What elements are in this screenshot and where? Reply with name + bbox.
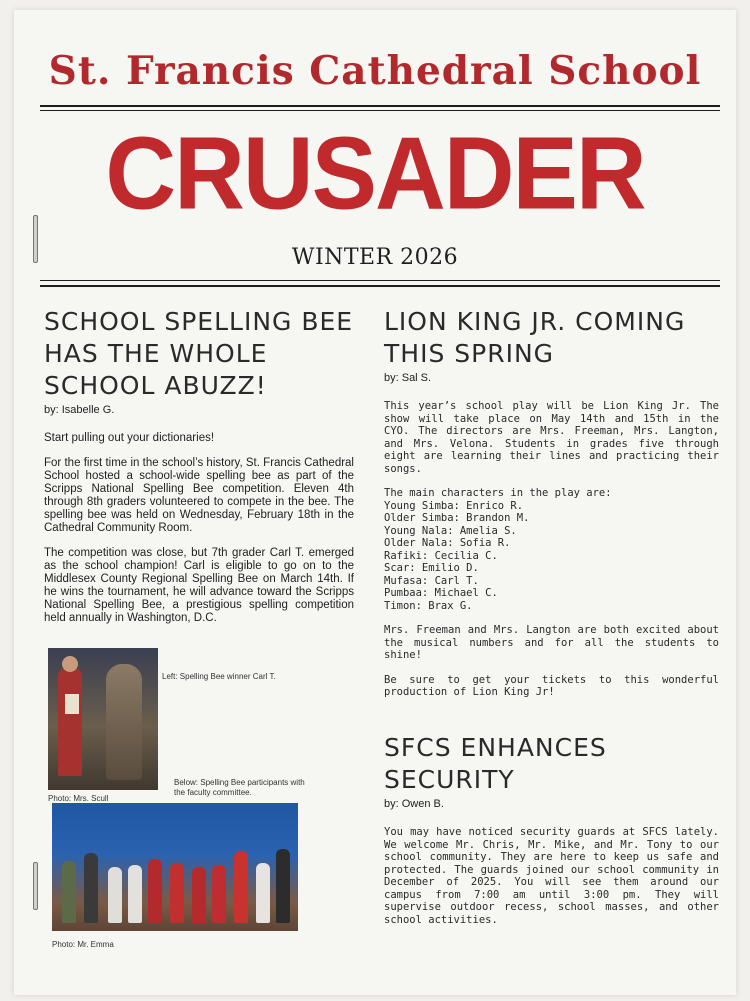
article-byline: by: Owen B. — [384, 798, 444, 810]
divider — [40, 285, 720, 287]
cast-list — [384, 500, 719, 613]
lion-king-article — [384, 306, 719, 699]
article-paragraph: This year’s school play will be Lion King Jr. The show will take place on May 14th and 15th in the CYO. The directors are Mrs. Freeman, Mrs. Langton, and Mrs. Velona. Students in grades five through eight are learning their lines and practicing their songs. — [384, 400, 719, 475]
divider — [40, 110, 720, 111]
cast-member: Young Simba: Enrico R. — [384, 499, 524, 512]
photo-person — [192, 867, 206, 923]
photo-person — [84, 853, 98, 923]
cast-member: Scar: Emilio D. — [384, 562, 479, 574]
photo-person — [58, 668, 82, 776]
newsletter-title: CRUSADER — [105, 115, 645, 231]
divider — [40, 105, 720, 107]
cast-member: Young Nala: Amelia S. — [384, 524, 517, 537]
cast-member: Pumbaa: Michael C. — [384, 587, 498, 599]
photo-person — [108, 867, 122, 923]
photo-person — [170, 863, 184, 923]
cast-member: Timon: Brax G. — [384, 599, 473, 612]
article-paragraph: Start pulling out your dictionaries! — [44, 432, 215, 444]
photo-certificate — [65, 694, 79, 714]
photo-person — [234, 851, 248, 923]
article-paragraph: The competition was close, but 7th grader Carl T. emerged as the school champion! Carl is eligible to go on to the Middlesex County Regional Spelling Bee on March 14th. If he wins the tournament, he will advance toward the Scripps National Spelling Bee, a prestigious spelling competition held annually in Washington, D.C. — [44, 547, 354, 624]
article-paragraph: Mrs. Freeman and Mrs. Langton are both excited about the musical numbers and for all the students to shine! — [384, 624, 719, 661]
photo-credit: Photo: Mr. Emma — [52, 940, 114, 949]
security-article — [384, 732, 719, 926]
cast-member: Older Nala: Sofia R. — [384, 537, 511, 549]
photo-person — [128, 865, 142, 923]
cast-intro: The main characters in the play are: — [384, 487, 612, 499]
photo-statue — [106, 664, 142, 780]
article-paragraph: Be sure to get your tickets to this wonderful production of Lion King Jr! — [384, 673, 719, 698]
spelling-bee-article — [44, 306, 354, 625]
photo-caption: Below: Spelling Bee participants with the faculty committee. — [174, 778, 305, 797]
photo-person — [256, 863, 270, 923]
photo-person — [276, 849, 290, 923]
staple-bottom — [33, 862, 38, 910]
article-byline: by: Isabelle G. — [44, 404, 115, 416]
photo-person-head — [62, 656, 78, 672]
article-byline: by: Sal S. — [384, 372, 432, 384]
divider — [40, 280, 720, 281]
spelling-bee-group-photo — [52, 803, 298, 931]
photo-caption: Left: Spelling Bee winner Carl T. — [162, 672, 276, 681]
photo-person — [62, 861, 76, 923]
photo-person — [212, 865, 226, 923]
article-headline: SCHOOL SPELLING BEE HAS THE WHOLE SCHOOL ABUZZ! — [44, 307, 354, 400]
school-name: St. Francis Cathedral School — [48, 48, 702, 94]
issue-label: WINTER 2026 — [291, 245, 459, 270]
cast-member: Mufasa: Carl T. — [384, 574, 479, 587]
article-headline: SFCS ENHANCES SECURITY — [384, 733, 607, 794]
photo-person — [148, 859, 162, 923]
cast-member: Rafiki: Cecilia C. — [384, 549, 498, 562]
article-paragraph: For the first time in the school’s history, St. Francis Cathedral School hosted a school-wide spelling bee as part of the Scripps National Spelling Bee competition. Eleven 4th through 8th graders volunteered to compete in the bee. The spelling bee was held on Wednesday, February 18th in the Cathedral Community Room. — [44, 457, 354, 534]
spelling-bee-winner-photo — [48, 648, 158, 790]
newsletter-page — [14, 10, 736, 995]
article-paragraph: You may have noticed security guards at SFCS lately. We welcome Mr. Chris, Mr. Mike, and Mr. Tony to our school community. They are here to keep us safe and protected. The guards joined our school community in December of 2025. You will see them around our campus from 7:00 am until 3:00 pm. They will supervise outdoor recess, school masses, and other school activities. — [384, 826, 719, 926]
article-headline: LION KING JR. COMING THIS SPRING — [384, 307, 686, 368]
photo-credit: Photo: Mrs. Scull — [48, 794, 109, 803]
cast-member: Older Simba: Brandon M. — [384, 512, 530, 524]
